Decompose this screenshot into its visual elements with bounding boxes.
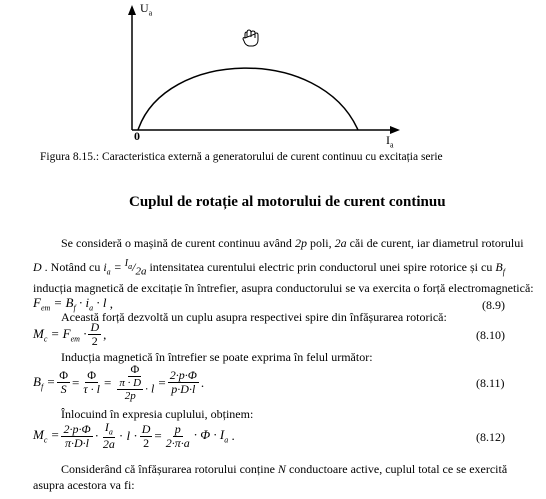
equation-8-10: $M_c = F_{em}$ · $\frac{D}{2}$ ,	[33, 320, 107, 349]
paragraph-line-7: Considerând că înfășurarea rotorului conține N conductoare active, cuplul total ce se exercită	[61, 462, 508, 476]
paragraph-line-6: Înlocuind în expresia cuplului, obținem:	[61, 407, 254, 421]
equation-8-11: $B_f$ = $\frac{\Phi}{S}$ = $\frac{\Phi}{\tau \cdot l}$ = Φ $\frac{\pi \cdot D}{2p}$ · l = $\frac{2\cdot p\cdot\Phi}{p\cdot D\cdot l}$ .	[33, 362, 205, 403]
paragraph-line-3: inducția magnetică de excitație în întrefier, asupra conductorului se va exercita o forță electromagnetică:	[33, 281, 534, 295]
equation-number-8-10: (8.10)	[476, 328, 505, 342]
ia-symbol: $i_a$ =	[103, 259, 122, 276]
y-axis-label: $U_a$	[140, 1, 153, 18]
origin-label: 0	[134, 129, 140, 143]
equation-number-8-9: (8.9)	[482, 298, 505, 312]
paragraph-line-2: D . Notând cu $i_a$ = $^{I_a}/_{2a}$ intensitatea curentului electric prin conductorul unei spire rotorice și cu $B_f$	[33, 258, 505, 278]
equation-number-8-12: (8.12)	[476, 430, 505, 444]
equation-8-12: $M_c$ = $\frac{2\cdot p\cdot\Phi}{\pi\cdot D\cdot l}$ · $\frac{I_a}{2a}$ · l · $\frac{D}{2}$ = $\frac{p}{2\cdot\pi\cdot a}$ · $\Phi \cdot I_a$ .	[33, 420, 235, 452]
paragraph-line-4: Această forță dezvoltă un cuplu asupra respectivei spire din înfășurarea rotorică:	[61, 310, 447, 324]
external-characteristic-chart	[0, 0, 546, 170]
equation-8-9: $F_{em} = B_f \cdot i_a \cdot l$ ,	[33, 295, 113, 313]
paragraph-line-1: Se consideră o mașină de curent continuu având 2p poli, 2a căi de curent, iar diametrul rotorului	[61, 236, 524, 250]
bf-symbol: $B_f$	[495, 259, 505, 276]
ia-fraction: $^{I_a}/_{2a}$	[124, 258, 147, 278]
figure-caption: Figura 8.15.: Caracteristica externă a generatorului de curent continuu cu excitația serie	[40, 151, 443, 163]
equation-number-8-11: (8.11)	[476, 376, 505, 390]
paragraph-line-5: Inducția magnetică în întrefier se poate exprima în felul următor:	[61, 350, 373, 364]
section-title: Cuplul de rotație al motorului de curent continuu	[129, 194, 446, 210]
hand-cursor-icon	[243, 30, 258, 46]
characteristic-curve	[138, 68, 358, 130]
y-axis-arrow	[128, 5, 136, 15]
x-axis-label: $I_a$	[386, 133, 394, 150]
paragraph-line-8: asupra acestora va fi:	[33, 478, 135, 492]
